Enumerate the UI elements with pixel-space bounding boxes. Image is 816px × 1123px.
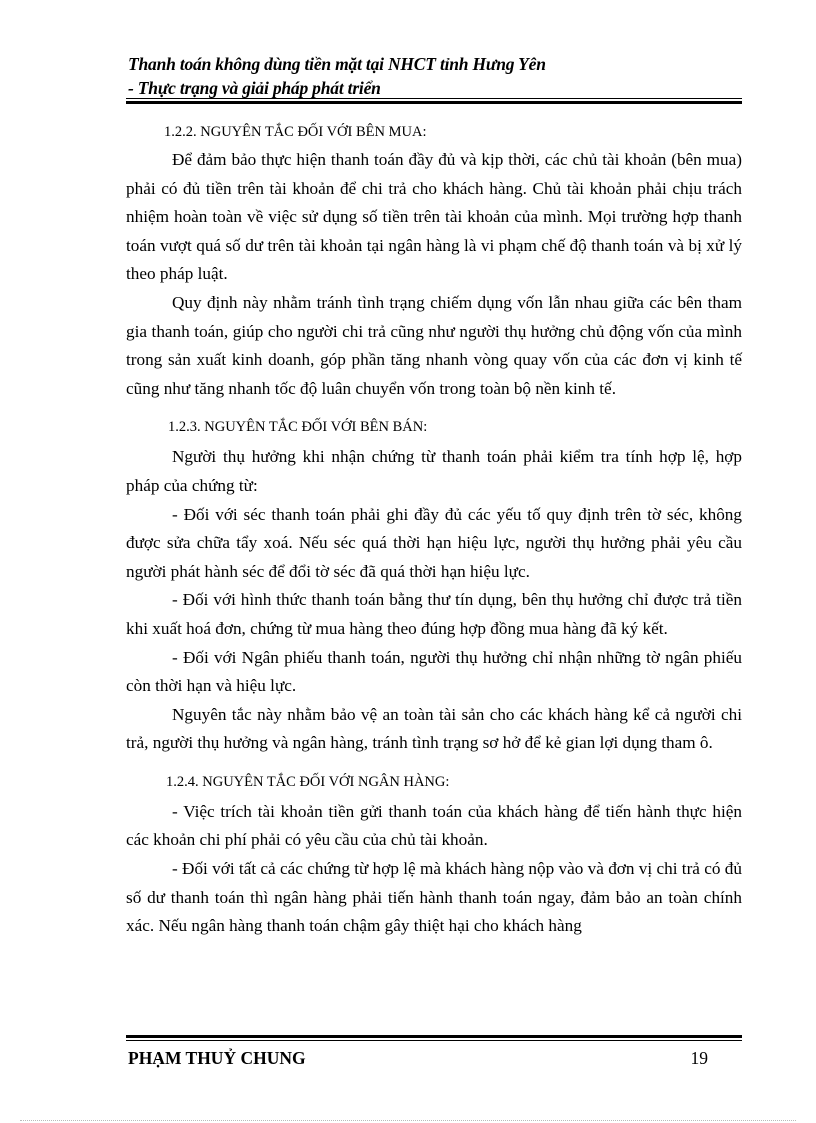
section-heading: 1.2.2. NGUYÊN TẮC ĐỐI VỚI BÊN MUA:	[164, 124, 427, 140]
header-rule-thick	[126, 101, 742, 104]
paragraph: Người thụ hưởng khi nhận chứng từ thanh toán phải kiểm tra tính hợp lệ, hợp pháp của chứng từ:	[126, 447, 742, 495]
running-header	[128, 52, 740, 100]
section-bên-mua	[126, 122, 742, 403]
header-title-line-2: - Thực trạng và giải pháp phát triển	[128, 78, 381, 98]
footer-rule-thick	[126, 1035, 742, 1038]
document-body	[126, 118, 742, 941]
paragraph: - Đối với hình thức thanh toán bằng thư tín dụng, bên thụ hưởng chỉ được trả tiền khi xuất hoá đơn, chứng từ mua hàng theo đúng hợp đồng mua hàng đã ký kết.	[126, 590, 742, 638]
page-edge-divider	[20, 1120, 796, 1121]
footer-rule-thin	[126, 1040, 742, 1041]
paragraph: - Đối với séc thanh toán phải ghi đầy đủ các yếu tố quy định trên tờ séc, không được sửa chữa tẩy xoá. Nếu séc quá thời hạn hiệu lực, người thụ hưởng phải yêu cầu người phát hành séc để đổi tờ séc đã quá thời hạn hiệu lực.	[126, 504, 742, 581]
section-ngân-hàng	[126, 772, 742, 941]
section-heading: 1.2.4. NGUYÊN TẮC ĐỐI VỚI NGÂN HÀNG:	[166, 773, 450, 790]
paragraph: - Đối với tất cả các chứng từ hợp lệ mà khách hàng nộp vào và đơn vị chi trả có đủ số dư thanh toán thì ngân hàng phải tiến hành thanh toán ngay, đảm bảo an toàn chính xác. Nếu ngân hàng thanh toán chậm gây thiệt hại cho khách hàng	[126, 859, 742, 936]
page-number: 19	[690, 1048, 708, 1068]
header-rule-thin	[126, 98, 742, 99]
section-bên-bán	[126, 417, 742, 758]
paragraph: Quy định này nhằm tránh tình trạng chiếm dụng vốn lẫn nhau giữa các bên tham gia thanh toán, giúp cho người chi trả cũng như người thụ hưởng chủ động vốn của mình trong sản xuất kinh doanh, góp phần tăng nhanh vòng quay vốn của các đơn vị kinh tế cũng như tăng nhanh tốc độ luân chuyển vốn trong toàn bộ nền kinh tế.	[126, 292, 742, 398]
paragraph: Để đảm bảo thực hiện thanh toán đầy đủ và kịp thời, các chủ tài khoản (bên mua) phải có đủ tiền trên tài khoản để chi trả cho khách hàng. Chủ tài khoản phải chịu trách nhiệm hoàn toàn về việc sử dụng số tiền trên tài khoản của mình. Mọi trường hợp thanh toán vượt quá số dư trên tài khoản tại ngân hàng là vi phạm chế độ thanh toán và bị xử lý theo pháp luật.	[126, 150, 742, 284]
paragraph: - Đối với Ngân phiếu thanh toán, người thụ hưởng chỉ nhận những tờ ngân phiếu còn thời hạn và hiệu lực.	[126, 647, 742, 696]
author-name: PHẠM THUỶ CHUNG	[128, 1048, 306, 1068]
header-title-line-1: Thanh toán không dùng tiền mặt tại NHCT tỉnh Hưng Yên	[128, 54, 546, 74]
paragraph: Nguyên tắc này nhằm bảo vệ an toàn tài sản cho các khách hàng kể cả người chi trả, người thụ hưởng và ngân hàng, tránh tình trạng sơ hở để kẻ gian lợi dụng tham ô.	[126, 704, 742, 753]
section-heading: 1.2.3. NGUYÊN TẮC ĐỐI VỚI BÊN BÁN:	[168, 419, 428, 436]
paragraph: - Việc trích tài khoản tiền gửi thanh toán của khách hàng để tiến hành thực hiện các khoản chi phí phải có yêu cầu của chủ tài khoản.	[126, 801, 742, 850]
